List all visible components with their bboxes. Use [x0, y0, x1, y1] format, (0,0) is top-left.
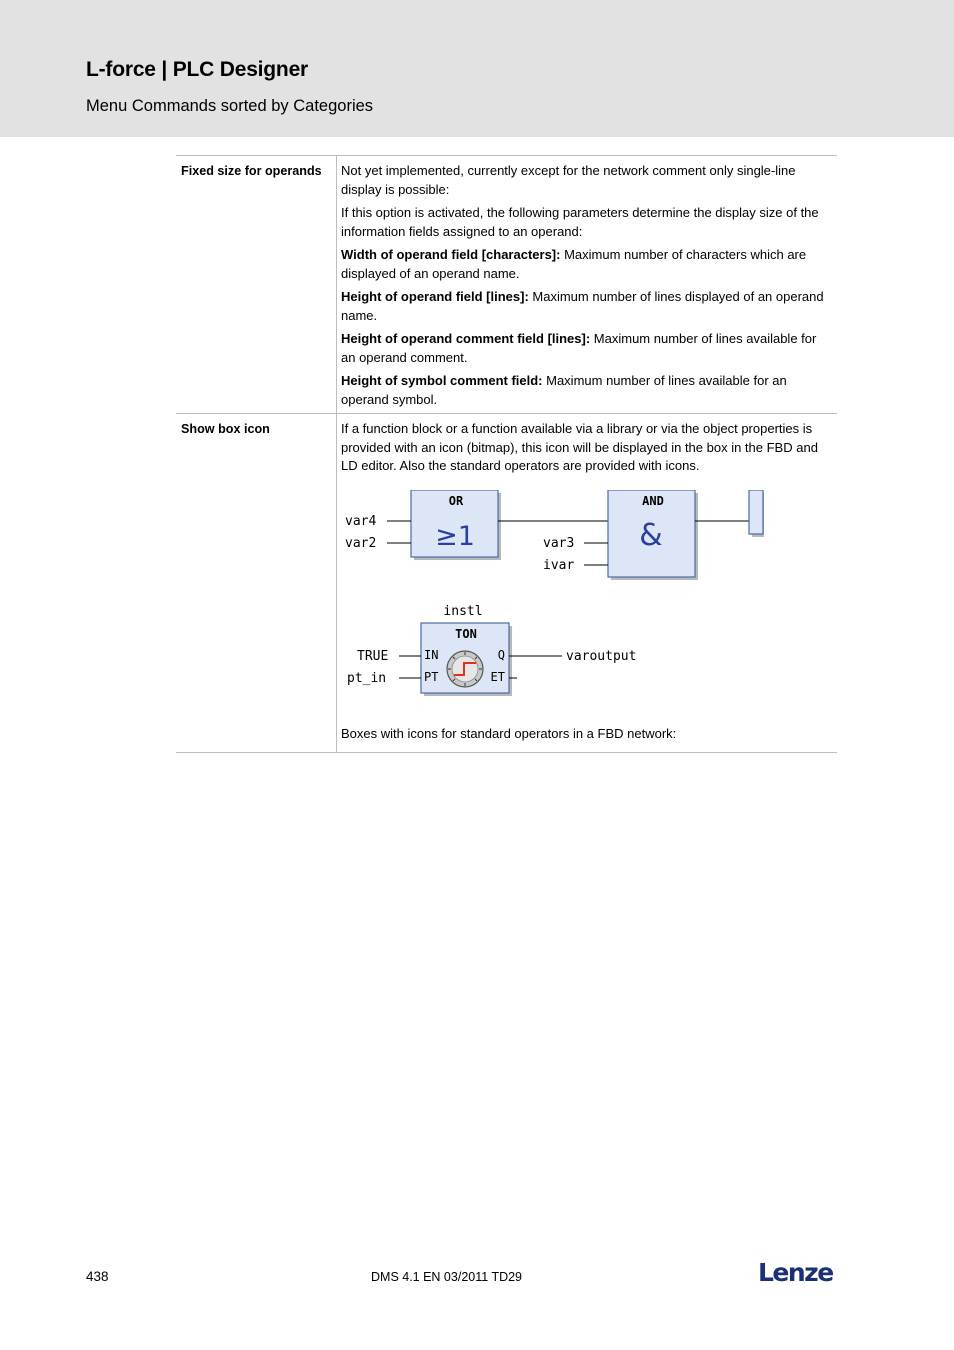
table-row	[176, 414, 837, 753]
options-table	[176, 155, 837, 753]
page-header	[0, 0, 954, 137]
param-entry	[341, 372, 833, 409]
description-text: If this option is activated, the following parameters determine the display size of the information fields assigned to an operand:	[341, 205, 819, 239]
partial-box	[749, 490, 781, 539]
document-title: L-force | PLC Designer	[86, 58, 309, 81]
option-description	[337, 156, 838, 414]
ton-input-label: TRUE	[357, 648, 389, 664]
param-text: Maximum number of characters which are displayed of an operand name.	[341, 247, 807, 281]
ton-box	[421, 623, 512, 696]
and-box	[608, 490, 698, 580]
ton-box-title: TON	[455, 626, 477, 641]
fbd-network-diagram	[341, 490, 781, 715]
ton-input-label: pt_in	[347, 670, 387, 686]
description-text: Not yet implemented, currently except for the network comment only single-line display is possible:	[341, 163, 796, 197]
section-subtitle: Menu Commands sorted by Categories	[86, 97, 374, 115]
ton-pin-label: PT	[424, 669, 439, 684]
param-label: Height of symbol comment field:	[341, 373, 543, 388]
lenze-logo	[758, 1257, 838, 1287]
param-text: Maximum number of lines available for an operand symbol.	[341, 373, 787, 407]
or-input-label: var2	[345, 535, 377, 551]
description-text: If a function block or a function available via a library or via the object properties is provided with an icon (bitmap), this icon will be displayed in the box in the FBD and LD editor. Also the standard operators are provided with icons.	[341, 421, 818, 473]
ton-pin-label: IN	[424, 647, 439, 662]
param-entry	[341, 246, 833, 283]
or-box	[411, 490, 501, 560]
and-symbol: &	[639, 517, 663, 553]
ton-pin-label: ET	[490, 669, 505, 684]
or-symbol: ≥1	[435, 520, 475, 552]
diagram-caption: Boxes with icons for standard operators in a FBD network:	[341, 725, 677, 741]
ton-pin-label: Q	[497, 647, 505, 662]
table-row	[176, 156, 837, 414]
param-label: Width of operand field [characters]:	[341, 247, 561, 262]
and-input-label: ivar	[543, 557, 575, 573]
and-input-label: var3	[543, 535, 575, 551]
logo-text: Lenze	[758, 1258, 833, 1287]
param-label: Height of operand field [lines]:	[341, 289, 529, 304]
option-description	[337, 414, 838, 753]
param-text: Maximum number of lines available for an operand comment.	[341, 331, 817, 365]
ton-output-label: varoutput	[566, 648, 637, 664]
document-id: DMS 4.1 EN 03/2011 TD29	[371, 1270, 523, 1284]
option-name: Show box icon	[176, 414, 337, 753]
param-text: Maximum number of lines displayed of an operand name.	[341, 289, 824, 323]
param-entry	[341, 288, 833, 325]
ton-instance-name: instl	[443, 603, 483, 619]
param-entry	[341, 330, 833, 367]
page-number: 438	[86, 1269, 109, 1284]
param-label: Height of operand comment field [lines]:	[341, 331, 591, 346]
timer-clock-icon	[447, 651, 483, 687]
or-input-label: var4	[345, 513, 377, 529]
option-name: Fixed size for operands	[176, 156, 337, 414]
and-box-title: AND	[642, 493, 664, 508]
or-box-title: OR	[448, 493, 464, 508]
